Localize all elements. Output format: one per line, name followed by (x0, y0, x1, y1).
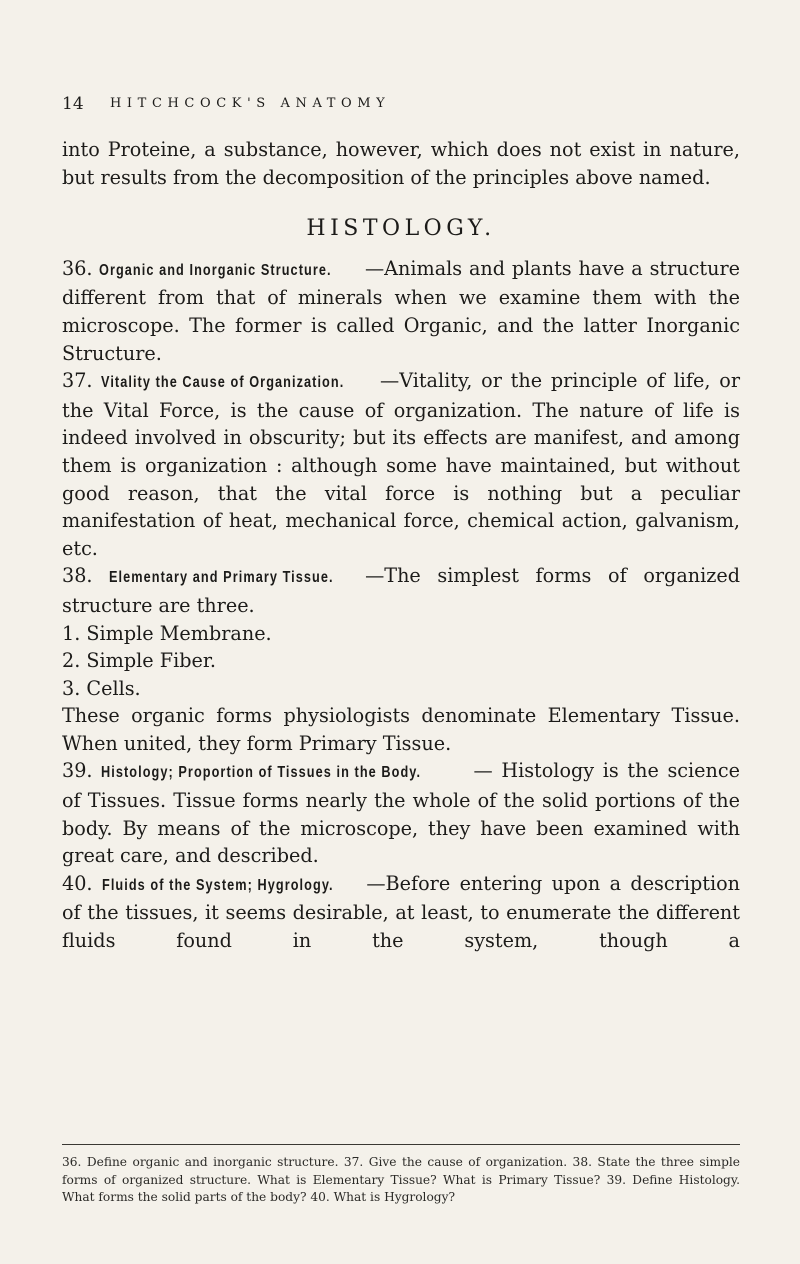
section-text: —Vitality, or the principle of life, or the Vital Force, is the cause of organization. The nature of life is indeed involved in obscurity; but its effects are manifest, and among them is organization : although some have maintained, but without good reason, that the vital force is nothing but a peculiar manifestation of heat, mechanical force, chemical action, galvanism, etc. (62, 369, 740, 560)
paragraph-39 (62, 757, 740, 869)
section-number: 36. (62, 256, 93, 280)
list-item: 3. Cells. (62, 676, 141, 700)
paragraph-38 (62, 562, 740, 619)
section-heading: HISTOLOGY. (306, 216, 496, 242)
section-text: —Animals and plants have a structure different from that of minerals when we examine them with the microscope. The former is called Organic, and the latter Inorganic Structure. (62, 256, 740, 365)
intro-paragraph: into Proteine, a substance, however, which does not exist in nature, but results from the decomposition of the principles above named. (62, 138, 740, 189)
footnote-divider (62, 1144, 740, 1145)
section-title: Organic and Inorganic Structure. (99, 261, 332, 279)
section-number: 39. (62, 759, 93, 783)
list-item: 2. Simple Fiber. (62, 649, 217, 673)
page-number: 14 (62, 94, 84, 114)
paragraph-38-continued: These organic forms physiologists denominate Elementary Tissue. When united, they form Primary Tissue. (62, 704, 740, 755)
body-text (62, 136, 740, 955)
section-text: —Before entering upon a description of the tissues, it seems desirable, at least, to enumerate the different fluids found in the system, though a (62, 871, 740, 953)
section-number: 37. (62, 369, 93, 393)
section-title: Elementary and Primary Tissue. (109, 569, 334, 587)
paragraph-40 (62, 870, 740, 955)
section-text: —The simplest forms of organized structure are three. (62, 564, 741, 617)
list-item: 1. Simple Membrane. (62, 621, 272, 645)
section-title: Fluids of the System; Hygrology. (101, 876, 334, 894)
section-title: Histology; Proportion of Tissues in the Body. (101, 764, 422, 782)
paragraph-36 (62, 255, 740, 367)
section-title: Vitality the Cause of Organization. (101, 374, 345, 392)
footnote-questions: 36. Define organic and inorganic structure. 37. Give the cause of organization. 38. State the three simple forms of organized structure. What is Elementary Tissue? What is Primary Tissue? 39. Define Histology. What forms the solid parts of the body? 40. What is Hygrology? (62, 1155, 740, 1205)
section-number: 40. (62, 871, 93, 895)
running-title: HITCHCOCK'S ANATOMY (110, 96, 391, 111)
section-text: — Histology is the science of Tissues. Tissue forms nearly the whole of the solid portions of the body. By means of the microscope, they have been examined with great care, and described. (62, 759, 740, 868)
paragraph-37 (62, 367, 740, 562)
section-number: 38. (62, 564, 93, 588)
page-header (62, 94, 740, 124)
